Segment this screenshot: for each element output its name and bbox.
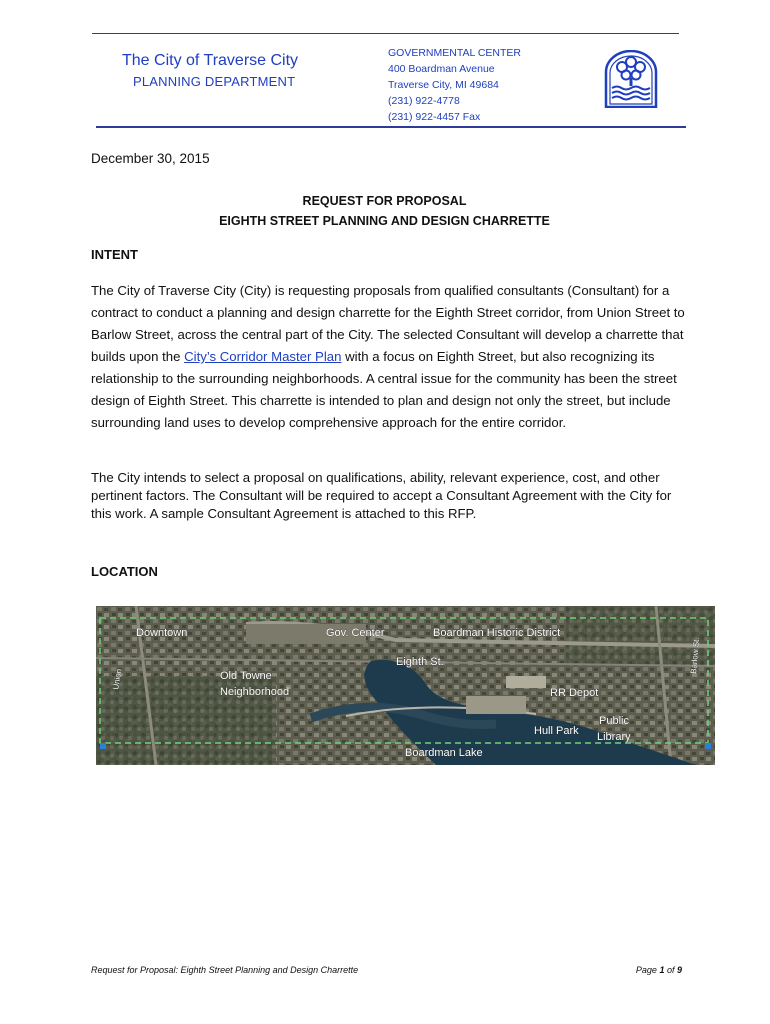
page-prefix: Page	[635, 965, 660, 975]
city-seal-icon	[604, 50, 658, 108]
intent-heading: INTENT	[91, 247, 138, 262]
map-label-neighborhood: Neighborhood	[220, 686, 290, 698]
fax-line: (231) 922-4457 Fax	[388, 111, 481, 123]
map-label-rr-depot: RR Depot	[550, 687, 599, 699]
address-line: GOVERNMENTAL CENTER	[388, 47, 522, 59]
page-of: of	[664, 965, 677, 975]
footer-page-number	[620, 965, 682, 975]
map-label-eighth-st: Eighth St.	[396, 656, 444, 668]
address-line: 400 Boardman Avenue	[388, 63, 495, 75]
map-label-library: Library	[597, 731, 631, 743]
map-label-old-towne: Old Towne	[220, 670, 272, 682]
map-label-downtown: Downtown	[136, 627, 188, 639]
map-label-barlow-st: Barlow St.	[689, 637, 702, 675]
department-name: PLANNING DEPARTMENT	[133, 74, 296, 89]
title-line-2: EIGHTH STREET PLANNING AND DESIGN CHARRETTE	[219, 214, 550, 228]
map-label-public: Public	[599, 715, 629, 727]
current-page: 1	[659, 965, 665, 975]
map-label-gov-center: Gov. Center	[326, 627, 385, 639]
corridor-master-plan-link[interactable]: City’s Corridor Master Plan	[184, 349, 342, 364]
map-label-hull-park: Hull Park	[534, 725, 579, 737]
letter-date: December 30, 2015	[91, 151, 210, 166]
header-bottom-rule	[96, 126, 686, 128]
intent-text-after-link: with a focus on Eighth Street, but also recognizing its relationship to the surrounding neighborhoods. A central issue for the community has been the street design of Eighth Street. This charrette is intended to plan and design not only the street, but include surrounding land uses to develop comprehensive approach for the entire corridor.	[91, 349, 677, 430]
intent-text-before-link: The City of Traverse City (City) is requesting proposals from qualified consultants (Consultant) for a contract to conduct a planning and design charrette for the Eighth Street corridor, from Union Street to Barlow Street, across the central part of the City. The selected Consultant will develop a charrette that builds upon the	[91, 283, 685, 364]
phone-line: (231) 922-4778	[388, 95, 460, 107]
map-label-boardman-historic-district: Boardman Historic District	[433, 627, 561, 639]
location-aerial-map	[96, 606, 715, 765]
total-pages: 9	[676, 965, 682, 975]
address-block	[388, 45, 521, 125]
title-line-1: REQUEST FOR PROPOSAL	[302, 194, 467, 208]
map-label-boardman-lake: Boardman Lake	[405, 747, 483, 759]
document-title	[91, 191, 678, 231]
intent-paragraph-1	[91, 280, 691, 434]
footer-document-title: Request for Proposal: Eighth Street Planning and Design Charrette	[91, 965, 359, 975]
map-label-union-st: Union	[111, 668, 124, 691]
intent-paragraph-2: The City intends to select a proposal on qualifications, ability, relevant experience, cost, and other pertinent factors. The Consultant will be required to accept a Consultant Agreement with the City for this work. A sample Consultant Agreement is attached to this RFP.	[91, 470, 672, 521]
header-top-rule	[92, 33, 679, 34]
location-heading: LOCATION	[91, 564, 158, 579]
address-line: Traverse City, MI 49684	[388, 79, 499, 91]
city-name: The City of Traverse City	[122, 52, 299, 69]
